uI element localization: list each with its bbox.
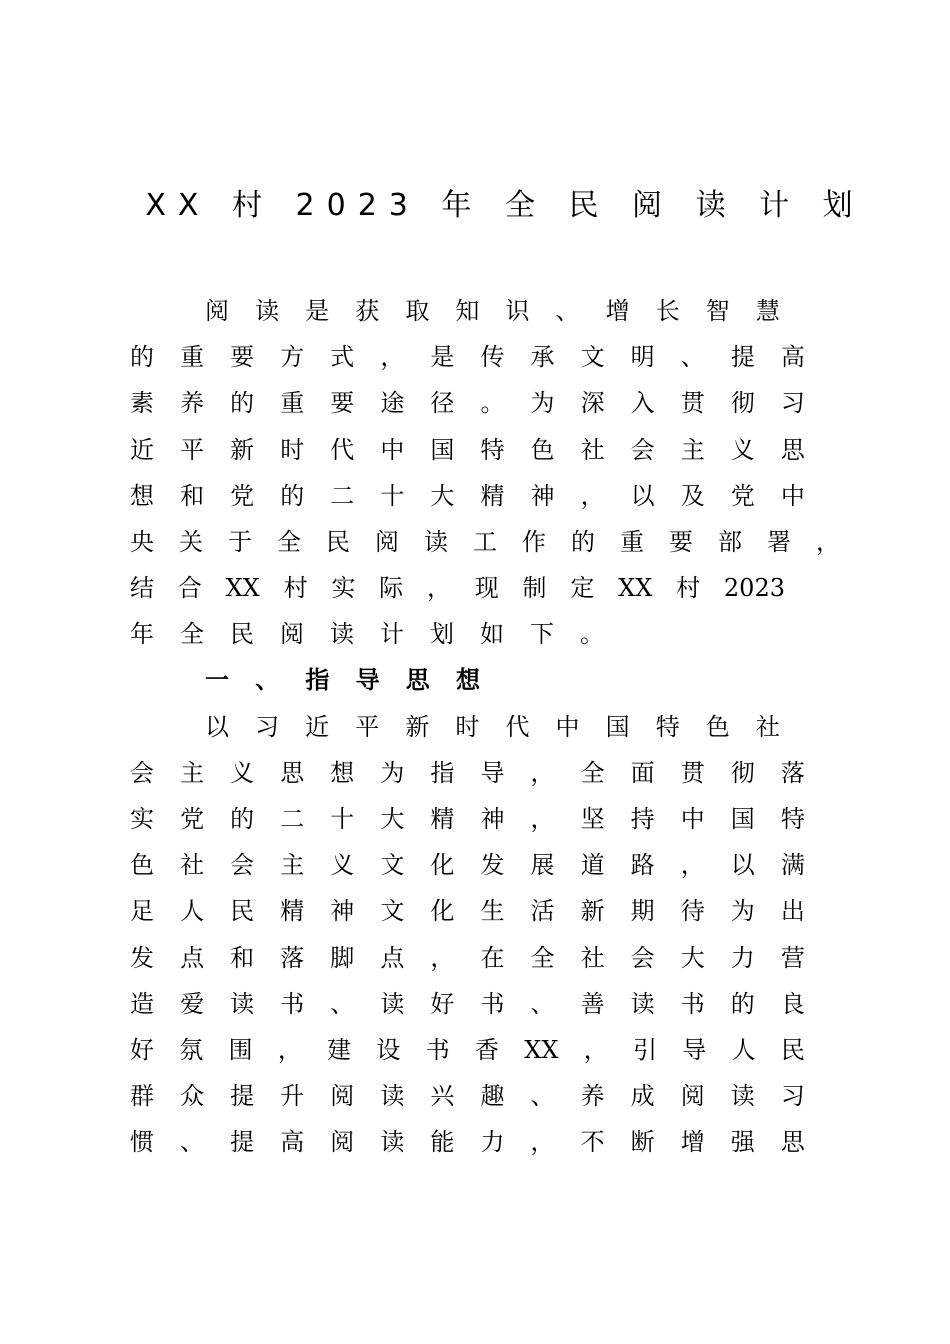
text-line: 会 主 义 思 想 为 指 导 ， 全 面 贯 彻 落 — [130, 759, 805, 787]
text-line: 想 和 党 的 二 十 大 精 神 ， 以 及 党 中 — [130, 482, 805, 510]
section-heading: 一 、 指 导 思 想 — [205, 666, 480, 694]
text-line: 足 人 民 精 神 文 化 生 活 新 期 待 为 出 — [130, 897, 805, 925]
text-line: 造 爱 读 书 、 读 好 书 、 善 读 书 的 良 — [130, 990, 805, 1018]
text-line: 素 养 的 重 要 途 径 。 为 深 入 贯 彻 习 — [130, 389, 805, 417]
text-line: 的 重 要 方 式 ， 是 传 承 文 明 、 提 高 — [130, 343, 805, 371]
text-line: 阅 读 是 获 取 知 识 、 增 长 智 慧 — [205, 297, 780, 325]
text-line: 惯 、 提 高 阅 读 能 力 ， 不 断 增 强 思 — [130, 1128, 805, 1156]
text-line: 发 点 和 落 脚 点 ， 在 全 社 会 大 力 营 — [130, 944, 805, 972]
text-line: 好 氛 围 ， 建 设 书 香 XX ， 引 导 人 民 — [130, 1036, 805, 1064]
text-line: 色 社 会 主 义 文 化 发 展 道 路 ， 以 满 — [130, 851, 805, 879]
text-line: 实 党 的 二 十 大 精 神 ， 坚 持 中 国 特 — [130, 805, 805, 833]
text-line: 群 众 提 升 阅 读 兴 趣 、 养 成 阅 读 习 — [130, 1082, 805, 1110]
text-line: 以 习 近 平 新 时 代 中 国 特 色 社 — [205, 713, 780, 741]
text-line: 近 平 新 时 代 中 国 特 色 社 会 主 义 思 — [130, 436, 805, 464]
text-line: 央 关 于 全 民 阅 读 工 作 的 重 要 部 署 ， — [130, 528, 840, 556]
text-line: 结 合 XX 村 实 际 ， 现 制 定 XX 村 2023 — [130, 574, 785, 602]
text-line: 年 全 民 阅 读 计 划 如 下 。 — [130, 620, 604, 648]
document-title: XX 村 2023 年 全 民 阅 读 计 划 — [145, 188, 865, 223]
